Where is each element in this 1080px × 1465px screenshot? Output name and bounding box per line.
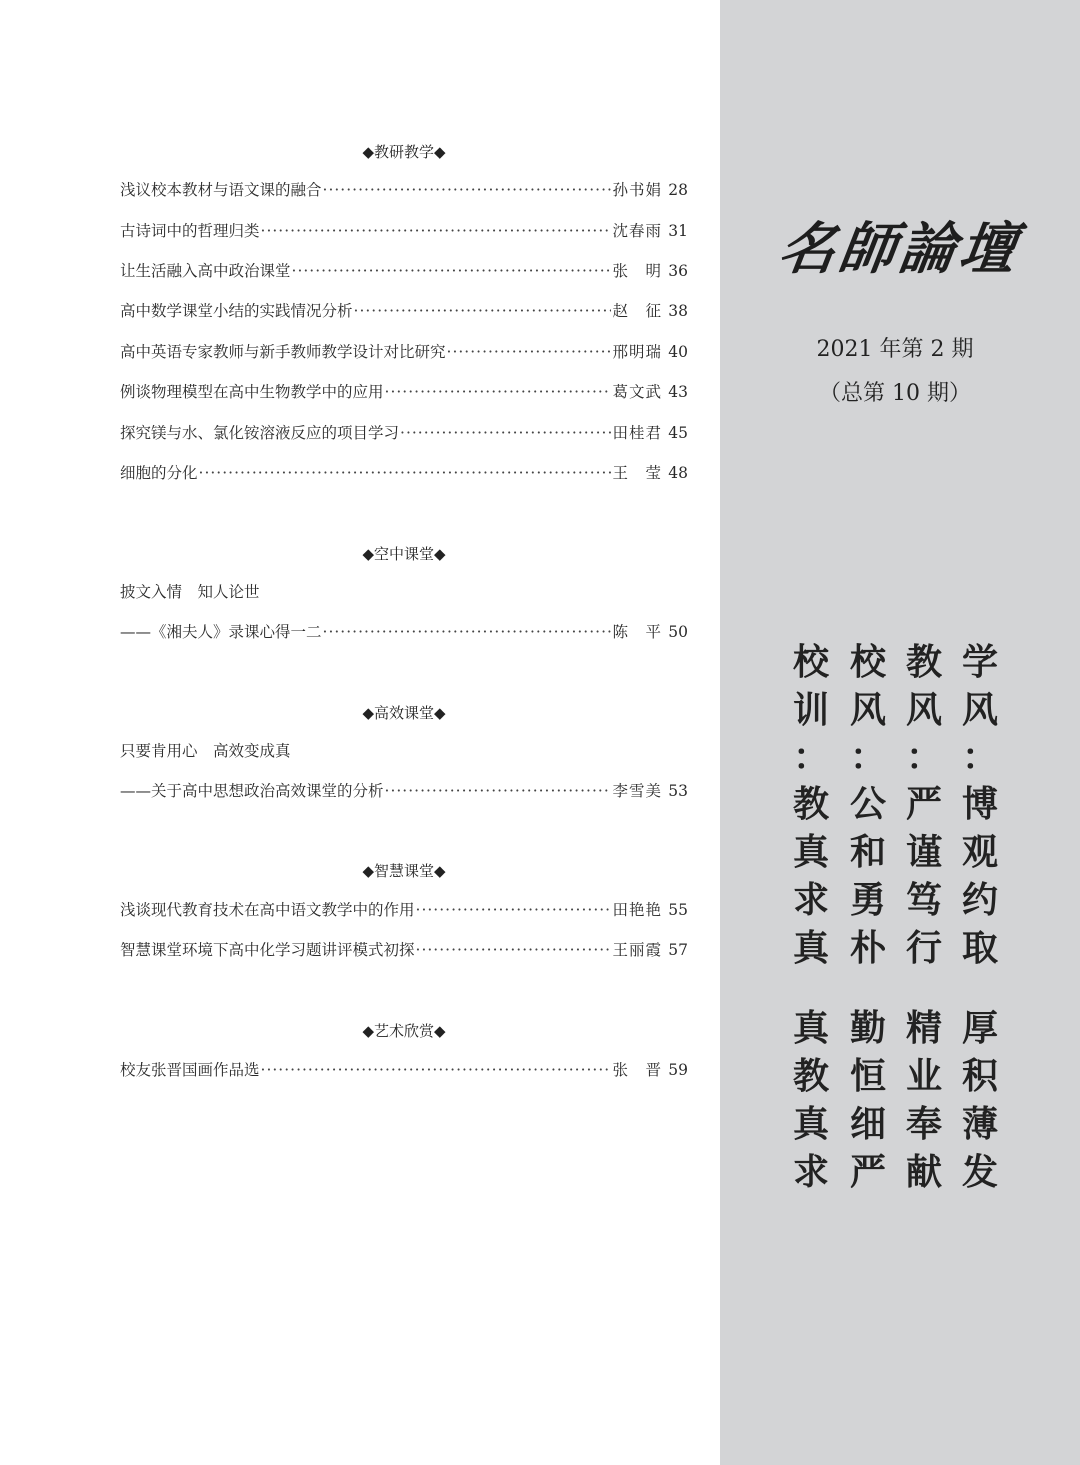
- motto-char: 真: [792, 1007, 829, 1049]
- entry-page: 57: [668, 941, 688, 959]
- motto-char: 严: [905, 783, 942, 825]
- leader-dots: [385, 381, 612, 403]
- entry-page: 31: [668, 222, 688, 240]
- entry-author: 张 明: [612, 262, 662, 280]
- motto-char: 博: [961, 783, 998, 825]
- entry-author: 张 晋: [612, 1061, 662, 1079]
- entry-page: 36: [668, 262, 688, 280]
- entry-title: 浅议校本教材与语文课的融合: [120, 181, 322, 199]
- motto-char: 谨: [905, 831, 942, 873]
- motto-char: 真: [792, 831, 829, 873]
- section-heading: ◆教研教学◆: [362, 143, 446, 161]
- motto-char: 取: [961, 927, 998, 969]
- entry-author: 孙书娟: [612, 181, 662, 199]
- motto-char: 笃: [905, 879, 942, 921]
- motto-char: 和: [849, 831, 886, 873]
- motto-char: 真: [792, 927, 829, 969]
- toc-entry[interactable]: [120, 220, 688, 242]
- entry-author: 李雪美: [612, 782, 662, 800]
- entry-author: 沈春雨: [612, 222, 662, 240]
- entry-page: 43: [668, 383, 688, 401]
- motto-label-char: 风: [961, 689, 998, 731]
- leader-dots: [400, 422, 611, 444]
- leader-dots: [323, 179, 612, 201]
- motto-char: 业: [905, 1055, 942, 1097]
- motto-char: 积: [961, 1055, 998, 1097]
- entry-title: 浅谈现代教育技术在高中语文教学中的作用: [120, 901, 415, 919]
- leader-dots: [261, 220, 612, 242]
- motto-char: 行: [905, 927, 942, 969]
- leader-dots: [416, 939, 612, 961]
- motto-column-school-style: [848, 638, 888, 1196]
- entry-page: 28: [668, 181, 688, 199]
- entry-author: 田艳艳: [612, 901, 662, 919]
- motto-colon: ：: [905, 736, 942, 778]
- motto-char: 发: [961, 1151, 998, 1193]
- leader-dots: [385, 780, 612, 802]
- toc-entry[interactable]: [120, 300, 688, 322]
- entry-title: 细胞的分化: [120, 464, 198, 482]
- leader-dots: [292, 260, 612, 282]
- issue-total: （总第 10 期）: [819, 381, 971, 406]
- entry-subtitle: ——《湘夫人》录课心得一二: [120, 623, 322, 641]
- motto-char: 薄: [961, 1103, 998, 1145]
- article-main-title[interactable]: 披文入情 知人论世: [120, 583, 260, 601]
- issue-info: [760, 328, 1030, 416]
- entry-author: 葛文武: [612, 383, 662, 401]
- motto-char: 勇: [849, 879, 886, 921]
- toc-entry[interactable]: [120, 260, 688, 282]
- toc-entry[interactable]: [120, 939, 688, 961]
- motto-char: 约: [961, 879, 998, 921]
- motto-colon: ：: [792, 736, 829, 778]
- entry-page: 45: [668, 424, 688, 442]
- entry-title: 校友张晋国画作品选: [120, 1061, 260, 1079]
- entry-title: 古诗词中的哲理归类: [120, 222, 260, 240]
- entry-author: 田桂君: [612, 424, 662, 442]
- entry-page: 38: [668, 302, 688, 320]
- motto-column-study-style: [960, 638, 1000, 1196]
- section-heading: ◆智慧课堂◆: [362, 862, 446, 880]
- entry-subtitle: ——关于高中思想政治高效课堂的分析: [120, 782, 384, 800]
- entry-page: 59: [668, 1061, 688, 1079]
- motto-label-char: 风: [849, 689, 886, 731]
- toc-entry[interactable]: [120, 1059, 688, 1081]
- motto-char: 精: [905, 1007, 942, 1049]
- toc-entry[interactable]: [120, 621, 688, 643]
- leader-dots: [354, 300, 612, 322]
- leader-dots: [447, 341, 612, 363]
- motto-label-char: 学: [961, 641, 998, 683]
- motto-label-char: 训: [792, 689, 829, 731]
- toc-entry[interactable]: [120, 462, 688, 484]
- entry-title: 例谈物理模型在高中生物教学中的应用: [120, 383, 384, 401]
- leader-dots: [416, 899, 612, 921]
- motto-column-teaching-style: [904, 638, 944, 1196]
- motto-colon: ：: [849, 736, 886, 778]
- leader-dots: [199, 462, 612, 484]
- entry-page: 55: [668, 901, 688, 919]
- motto-char: 教: [792, 1055, 829, 1097]
- toc-entry[interactable]: [120, 381, 688, 403]
- motto-char: 奉: [905, 1103, 942, 1145]
- motto-char: 教: [792, 783, 829, 825]
- entry-author: 王丽霞: [612, 941, 662, 959]
- entry-page: 48: [668, 464, 688, 482]
- motto-colon: ：: [961, 736, 998, 778]
- entry-title: 智慧课堂环境下高中化学习题讲评模式初探: [120, 941, 415, 959]
- motto-char: 献: [905, 1151, 942, 1193]
- motto-char: 求: [792, 1151, 829, 1193]
- motto-label-char: 校: [792, 641, 829, 683]
- motto-char: 细: [849, 1103, 886, 1145]
- entry-title: 探究镁与水、氯化铵溶液反应的项目学习: [120, 424, 400, 442]
- motto-char: 恒: [849, 1055, 886, 1097]
- motto-char: 求: [792, 879, 829, 921]
- motto-char: 严: [849, 1151, 886, 1193]
- section-heading: ◆空中课堂◆: [362, 545, 446, 563]
- motto-char: 厚: [961, 1007, 998, 1049]
- toc-entry[interactable]: [120, 780, 688, 802]
- entry-author: 赵 征: [612, 302, 662, 320]
- entry-title: 让生活融入高中政治课堂: [120, 262, 291, 280]
- section-heading: ◆高效课堂◆: [362, 704, 446, 722]
- toc-entry[interactable]: [120, 179, 688, 201]
- toc-entry[interactable]: [120, 899, 688, 921]
- motto-char: 朴: [849, 927, 886, 969]
- motto-label-char: 校: [849, 641, 886, 683]
- section-heading: ◆艺术欣赏◆: [362, 1022, 446, 1040]
- entry-title: 高中英语专家教师与新手教师教学设计对比研究: [120, 343, 446, 361]
- motto-char: 真: [792, 1103, 829, 1145]
- motto-label-char: 风: [905, 689, 942, 731]
- entry-page: 53: [668, 782, 688, 800]
- toc-entry[interactable]: [120, 341, 688, 363]
- motto-char: 观: [961, 831, 998, 873]
- motto-label-char: 教: [905, 641, 942, 683]
- entry-author: 陈 平: [612, 623, 662, 641]
- entry-author: 王 莹: [612, 464, 662, 482]
- entry-page: 50: [668, 623, 688, 641]
- motto-char: 勤: [849, 1007, 886, 1049]
- leader-dots: [323, 621, 612, 643]
- article-main-title[interactable]: 只要肯用心 高效变成真: [120, 742, 291, 760]
- issue-number: 2021 年第 2 期: [816, 337, 974, 362]
- motto-char: 公: [849, 783, 886, 825]
- entry-title: 高中数学课堂小结的实践情况分析: [120, 302, 353, 320]
- motto-column-school-motto: [791, 638, 831, 1196]
- toc-entry[interactable]: [120, 422, 688, 444]
- entry-author: 邢明瑞: [612, 343, 662, 361]
- leader-dots: [261, 1059, 612, 1081]
- magazine-title-calligraphy: 名師論壇: [774, 216, 1025, 282]
- entry-page: 40: [668, 343, 688, 361]
